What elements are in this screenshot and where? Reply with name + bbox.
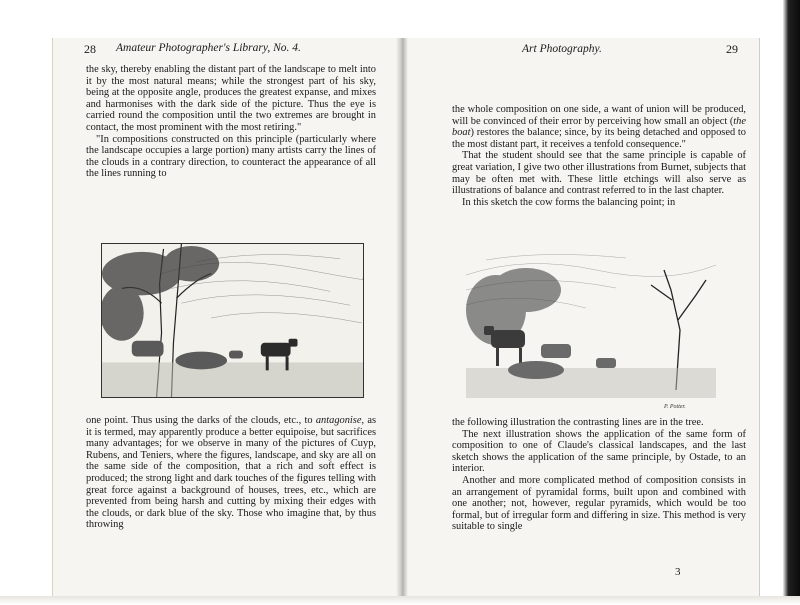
right-paragraph-bottom: Another and more complicated method of composition consists in an arrangement of pyramidal forms, built upon and combined with one another; not, however, regular pyramids, which would be too formal, but of irregular form and differing in size. This method is very suitable to single	[452, 474, 746, 533]
left-page-header	[84, 42, 384, 58]
left-running-title: Amateur Photographer's Library, No. 4.	[116, 42, 301, 54]
left-emphasis: antagonise	[315, 415, 362, 426]
left-text-run: , as it is termed, may apparently produce a better equipoise, but sacrifices many advantages; for we observe in many of the pictures of Cuyp, Rubens, and Teniers, where the figures, landscape, and sky are all on the same side of the composition, that a rich and soft effect is produced; the strong light and dark touches of the figures telling with great force against a background of houses, trees, etc., which are prevented from being harsh and cutting by mixing their edges with the clouds, or dark blue of the sky. Those who imagine that, by thus throwing	[86, 415, 376, 531]
right-paragraph: In this sketch the cow forms the balancing point; in	[462, 196, 676, 208]
right-page-number: 29	[726, 42, 738, 56]
right-page-header	[450, 42, 752, 58]
landscape-etching-cattle	[102, 244, 363, 397]
left-paragraph: "In compositions constructed on this principle (particularly where the landscape occupies a large portion) many artists carry the lines of the clouds in a contrary direction, to counteract the appearance of all the lines running to	[86, 133, 376, 180]
scan-edge	[771, 0, 800, 605]
right-paragraph-bottom: the following illustration the contrasting lines are in the tree.	[452, 417, 704, 428]
right-running-title: Art Photography.	[522, 43, 602, 55]
right-text-run: the whole composition on one side, a want of union will be produced, will be convinced of their error by perceiving how small an object (	[452, 104, 746, 127]
right-paragraph	[452, 104, 746, 150]
left-paragraph-bottom	[86, 415, 376, 531]
figure-caption: P. Potter.	[664, 404, 686, 410]
right-text-top	[452, 104, 746, 208]
right-paragraph: That the student should see that the same principle is capable of great variation, I give two other illustrations from Burnet, subjects that may be often met with. These little etchings will also serve as illustrations of balance and contrast referred to in the last chapter.	[452, 150, 746, 197]
left-text-top	[86, 64, 376, 180]
left-illustration	[101, 243, 364, 398]
left-page-number: 28	[84, 42, 96, 56]
cattle-and-tree-etching	[466, 250, 716, 400]
book-gutter	[396, 38, 408, 598]
left-text-run: one point. Thus using the darks of the clouds, etc., to	[86, 415, 316, 426]
right-emphasis: the boat	[452, 115, 746, 139]
right-illustration	[466, 250, 716, 400]
signature-mark: 3	[675, 566, 681, 578]
scan-bottom-edge	[0, 596, 800, 605]
left-paragraph: the sky, thereby enabling the distant part of the landscape to melt into it by the most natural means; while the strongest part of his sky, being at the opposite angle, produces the greatest expanse, and mixes and harmonises with the dark side of the picture. Thus the eye is carried round the composition until the two extremes are brought in contact, the most prominent with the most retiring."	[86, 64, 376, 133]
right-paragraph-bottom: The next illustration shows the application of the same form of composition to one of Claude's classical landscapes, and the last sketch shows the application of the same principle, by Ostade, to an interior.	[452, 428, 746, 475]
left-text-bottom	[86, 415, 376, 531]
right-text-run: ) restores the balance; since, by its being detached and opposed to the most distant part, it receives a tenfold consequence."	[452, 127, 746, 150]
right-text-bottom	[452, 417, 746, 533]
